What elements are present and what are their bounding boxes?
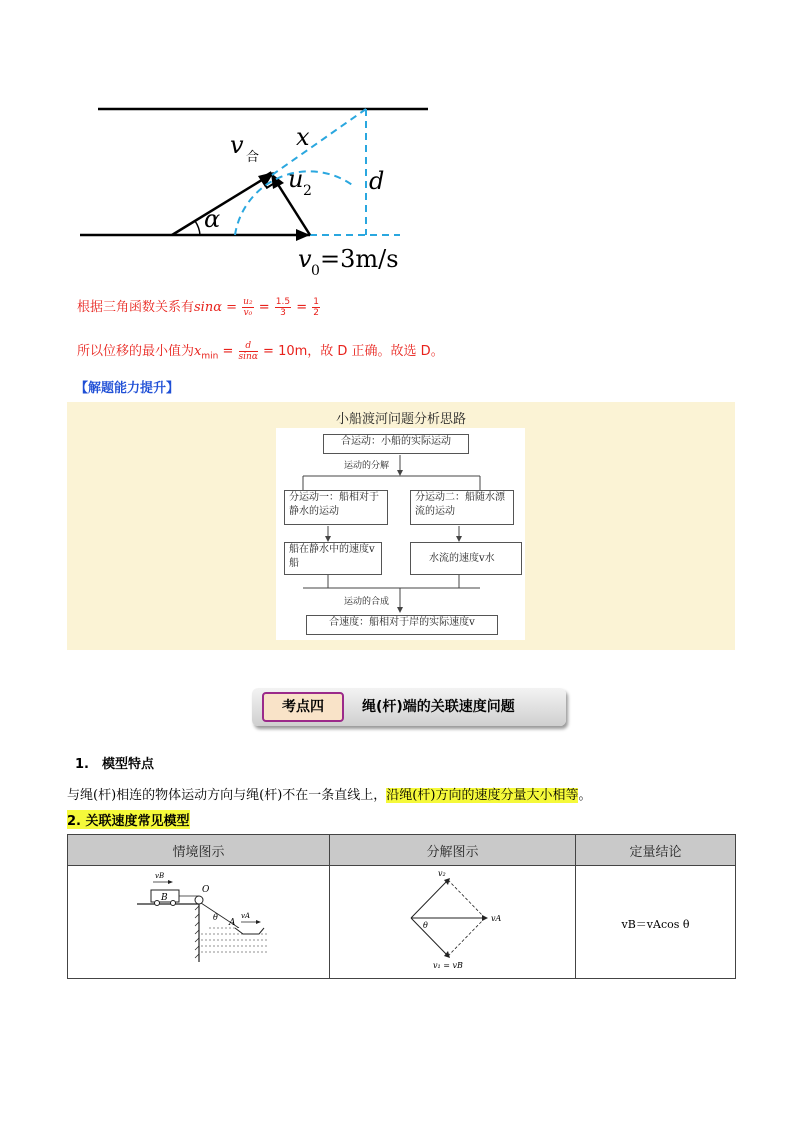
flow-connectors [276, 428, 525, 640]
d-label: d [369, 167, 385, 195]
fraction-num: u₂ [243, 297, 253, 307]
decomp-diagram [393, 868, 513, 972]
panel-title: 小船渡河问题分析思路 [335, 412, 466, 427]
alpha-label: α [204, 205, 221, 233]
fraction [239, 341, 258, 362]
river-crossing-diagram [60, 95, 460, 280]
fraction-den: v₀ [243, 308, 253, 318]
scene-theta-label: θ [212, 913, 218, 922]
solution-text: = 10m，故 D 正确。故选 D。 [263, 344, 444, 359]
ability-heading: 【解题能力提升】 [75, 381, 180, 396]
section1-text [67, 784, 591, 803]
flow-box-right1: 分运动二：船随水漂流的运动 [410, 490, 514, 525]
scene-o-label: O [201, 885, 209, 895]
flow-chart [276, 428, 525, 640]
fraction [275, 297, 291, 318]
equals: = [222, 344, 234, 359]
section1-heading: 1. 模型特点 [75, 757, 154, 772]
solution-text: 根据三角函数关系有 [77, 300, 195, 315]
v0-sub: 0 [311, 263, 320, 279]
section1-highlight: 沿绳(杆)方向的速度分量大小相等 [386, 788, 579, 803]
decomp-v1-label: v₁ = vB [432, 961, 463, 970]
decomp-cell [330, 866, 576, 979]
v0-value: =3m/s [320, 245, 399, 273]
u2-label: u [288, 165, 304, 193]
scene-vb-label: vB [154, 872, 164, 880]
solution-line-2 [77, 340, 444, 362]
equals: = [258, 300, 270, 315]
flow-label-decompose: 运动的分解 [344, 461, 390, 471]
fraction-den: sinα [238, 352, 258, 362]
decomp-v2-label: v₂ [437, 869, 446, 878]
fraction-num: 1 [313, 297, 320, 307]
flow-box-left1: 分运动一：船相对于静水的运动 [284, 490, 388, 525]
v-combined-sub: 合 [246, 150, 260, 165]
v0-label: v [298, 245, 312, 273]
flow-box-top: 合运动：小船的实际运动 [323, 434, 469, 454]
equals: = [296, 300, 308, 315]
flow-box-right2: 水流的速度v水 [410, 542, 522, 575]
scene-diagram [129, 870, 269, 970]
x-min: x [194, 344, 202, 359]
u2-sub: 2 [303, 183, 312, 199]
sin-alpha: sinα = [194, 300, 238, 315]
table-header: 情境图示 [68, 835, 330, 866]
flow-label-compose: 运动的合成 [344, 597, 390, 607]
section1-plain: 与绳(杆)相连的物体运动方向与绳(杆)不在一条直线上， [67, 788, 387, 803]
decomp-theta-label: θ [422, 921, 428, 930]
table-row [68, 866, 736, 979]
fraction-num: 1.5 [275, 297, 291, 307]
fraction-den: 2 [313, 308, 320, 318]
scene-cell [68, 866, 330, 979]
scene-va-label: vA [240, 912, 250, 920]
section1-end: 。 [578, 788, 592, 803]
fraction [312, 297, 320, 318]
conclusion-formula: vB＝vAcos θ [621, 917, 690, 931]
fraction [242, 297, 253, 318]
solution-line-1 [77, 296, 321, 318]
table-header: 分解图示 [330, 835, 576, 866]
scene-a-label: A [228, 918, 235, 928]
badge-topic-number: 考点四 [262, 692, 344, 722]
x-min-sub: min [201, 351, 219, 362]
decomp-va-label: vA [490, 914, 501, 923]
topic-badge [252, 688, 568, 730]
flow-box-bottom: 合速度：船相对于岸的实际速度v [306, 615, 498, 635]
flow-box-left2: 船在静水中的速度v船 [284, 542, 382, 575]
fraction-den: 3 [280, 308, 286, 318]
fraction-num: d [239, 341, 258, 352]
table-header: 定量结论 [576, 835, 736, 866]
x-label: x [296, 123, 310, 151]
section2-heading: 2. 关联速度常见模型 [67, 810, 190, 829]
conclusion-cell [576, 866, 736, 979]
table-header-row [68, 835, 736, 866]
solution-text: 所以位移的最小值为 [77, 344, 195, 359]
v-combined-label: v [230, 131, 244, 159]
scene-b-label: B [160, 893, 168, 903]
models-table [67, 834, 736, 979]
badge-topic-title: 绳(杆)端的关联速度问题 [362, 699, 515, 715]
